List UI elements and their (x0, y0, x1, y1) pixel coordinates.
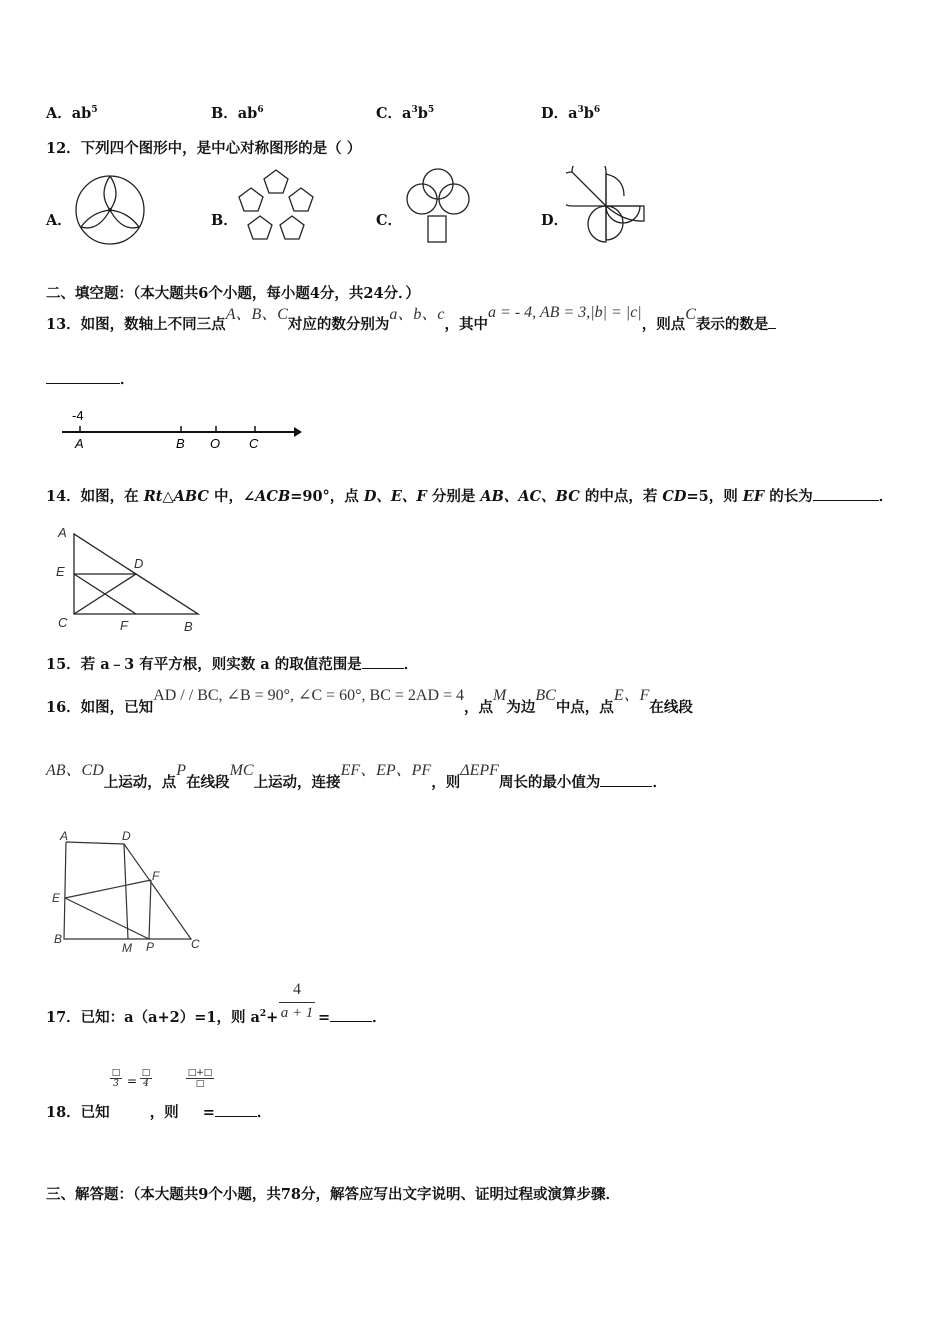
q16-stem-line2: AB、CD上运动，点P在线段MC上运动，连接EF、EP、PF，则ΔEPF周长的最小值为 ． (46, 762, 667, 791)
q16-label-p: P (146, 940, 155, 954)
q12-label-a: A． (46, 212, 72, 229)
q14-label-c: C (58, 615, 68, 630)
q12-figure-d (566, 166, 650, 246)
q13-point-b: B (176, 436, 185, 451)
q12-figure-b (234, 164, 318, 246)
q12-label-c: C． (376, 212, 403, 229)
q15-stem: 15．若 a﹣3 有平方根，则实数 a 的取值范围是 ． (46, 656, 419, 673)
q12-label-d: D． (541, 212, 569, 229)
q16-label-c: C (191, 937, 200, 951)
q16-label-m: M (122, 941, 132, 955)
q18-stem: 18．已知 ，则 = ． (46, 1104, 272, 1121)
q13-tick-label: -4 (72, 408, 84, 423)
q11-option-b: B．$ab^6$ (211, 105, 264, 122)
q18-fraction-right: □ 4 (141, 1068, 151, 1089)
q13-point-o: O (210, 436, 221, 451)
q12-label-b: B． (211, 212, 238, 229)
q13-stem: 13．如图，数轴上不同三点A、B、C对应的数分别为a、b、c，其中a = - 4, AB = 3,|b| = |c|，则点C表示的数是 (46, 310, 776, 340)
q13-point-a: A (75, 436, 84, 451)
q13-number-line (56, 404, 306, 454)
q11-option-d: D．$a^3b^6$ (541, 105, 601, 122)
q14-label-f: F (120, 618, 128, 633)
q16-label-e: E (52, 891, 61, 905)
q13-point-c: C (249, 436, 259, 451)
section-3-heading: 三、解答题：（本大题共9个小题，共78分，解答应写出文字说明、证明过程或演算步骤． (46, 1186, 621, 1203)
q11-option-c: C．$a^3b^5$ (376, 105, 435, 122)
q14-label-a: A (58, 525, 67, 540)
q11-option-a: A．$ab^5$ (46, 105, 98, 122)
q17-fraction: 4 a + 1 (280, 981, 314, 1021)
q12-figure-a (72, 172, 148, 248)
q14-triangle-figure (52, 520, 212, 636)
q14-label-e: E (56, 564, 65, 579)
q13-answer-blank: ． (46, 368, 135, 389)
q12-stem: 12．下列四个图形中，是中心对称图形的是（ ） (46, 140, 362, 157)
q18-equals: = (127, 1074, 138, 1088)
q14-label-b: B (184, 619, 193, 634)
q16-label-d: D (122, 829, 131, 843)
section-2-heading: 二、填空题：（本大题共6个小题，每小题4分，共24分．） (46, 285, 420, 302)
q16-stem-line1: 16．如图，已知AD / / BC, ∠B = 90°, ∠C = 60°, BC = 2AD = 4，点M为边BC中点，点E、F在线段 (46, 687, 693, 716)
q16-label-a: A (60, 829, 69, 843)
q17-answer: = ． (318, 1009, 387, 1026)
q14-stem: 14．如图，在 Rt△ABC 中，∠ACB=90°，点 D、E、F 分别是 AB、AC、BC 的中点，若 CD=5，则 EF 的长为 ． (46, 488, 894, 505)
q18-fraction-left: □ 3 (111, 1068, 121, 1089)
q16-label-f: F (152, 869, 160, 883)
q12-figure-c (400, 164, 480, 246)
q18-fraction-target: □+□ □ (187, 1068, 213, 1089)
q16-label-b: B (54, 932, 63, 946)
q14-label-d: D (134, 556, 144, 571)
q16-trapezoid-figure (46, 826, 212, 958)
q17-stem: 17．已知：a（a+2）=1，则 $a^2+$ (46, 1009, 279, 1026)
